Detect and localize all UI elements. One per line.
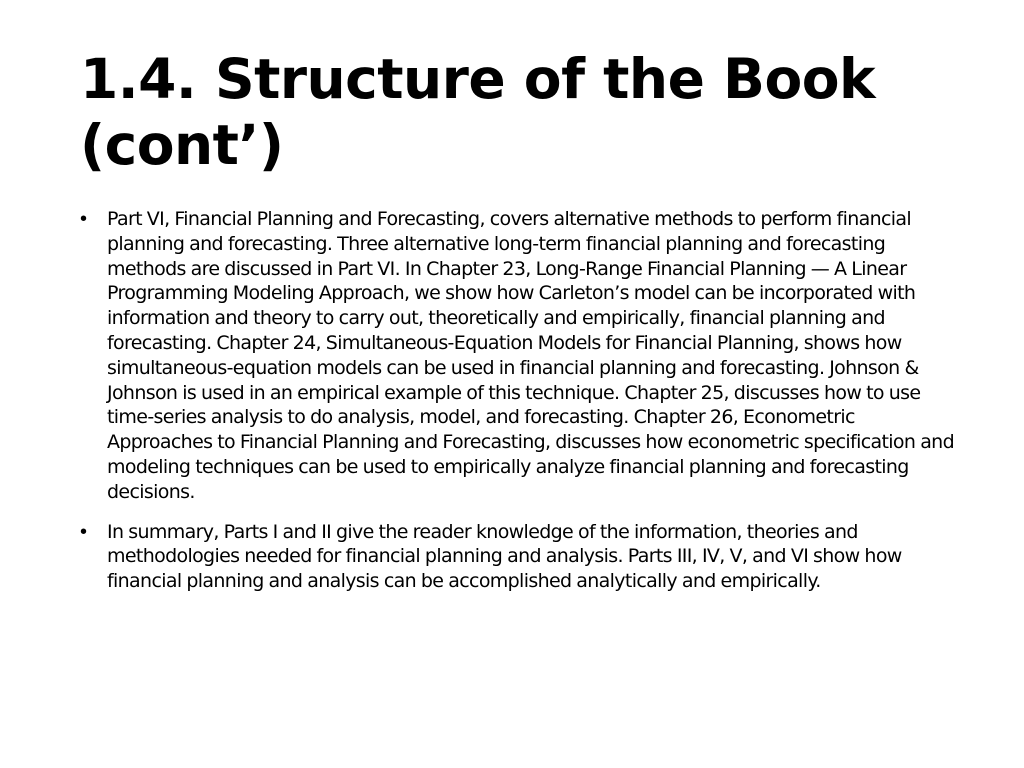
bullet-marker: • [80,520,88,543]
slide-title: 1.4. Structure of the Book (cont’) [80,47,876,177]
bullet-marker: • [80,208,88,230]
bullet-text: In summary, Parts I and II give the reader knowledge of the information, theories and methodologies needed for financial planning and analysis. Parts III, IV, V, and VI show how financial planning and analysis can be accomplished analytically and empirically. [107,520,902,593]
bullet-list [80,207,960,609]
bullet-text: Part VI, Financial Planning and Forecasting, covers alternative methods to perform financial planning and forecasting. Three alternative long-term financial planning and forecasting methods are discussed in Part VI. In Chapter 23, Long-Range Financial Planning — A Linear Programming Modeling Approach, we show how Carleton’s model can be incorporated with information and theory to carry out, theoretically and empirically, financial planning and forecasting. Chapter 24, Simultaneous-Equation Models for Financial Planning, shows how simultaneous-equation models can be used in financial planning and forecasting. Johnson & Johnson is used in an empirical example of this technique. Chapter 25, discusses how to use time-series analysis to do analysis, model, and forecasting. Chapter 26, Econometric Approaches to Financial Planning and Forecasting, discusses how econometric specification and modeling techniques can be used to empirically analyze financial planning and forecasting decisions. [107,208,954,503]
bullet-item [80,207,960,505]
bullet-item [80,520,960,594]
